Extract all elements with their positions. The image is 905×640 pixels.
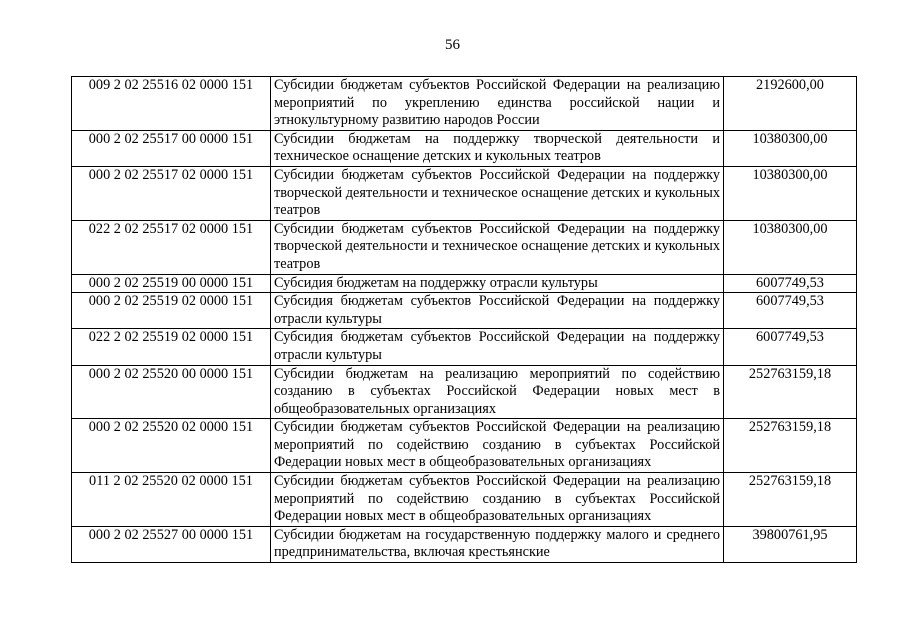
amount-cell: 6007749,53 bbox=[724, 329, 857, 365]
amount-cell: 252763159,18 bbox=[724, 365, 857, 419]
budget-code-cell: 000 2 02 25520 00 0000 151 bbox=[72, 365, 271, 419]
description-cell: Субсидия бюджетам субъектов Российской Федерации на поддержку отрасли культуры bbox=[271, 329, 724, 365]
amount-cell: 10380300,00 bbox=[724, 220, 857, 274]
table-row bbox=[72, 166, 857, 220]
budget-code-cell: 000 2 02 25519 00 0000 151 bbox=[72, 274, 271, 293]
table-row bbox=[72, 220, 857, 274]
table-row bbox=[72, 473, 857, 527]
description-cell: Субсидии бюджетам на государственную поддержку малого и среднего предпринимательства, включая крестьянские bbox=[271, 526, 724, 562]
table-row bbox=[72, 293, 857, 329]
budget-code-cell: 000 2 02 25517 00 0000 151 bbox=[72, 130, 271, 166]
budget-code-cell: 009 2 02 25516 02 0000 151 bbox=[72, 77, 271, 131]
description-cell: Субсидии бюджетам субъектов Российской Федерации на реализацию мероприятий по содействию созданию в субъектах Российской Федерации новых мест в общеобразовательных организациях bbox=[271, 419, 724, 473]
table-row bbox=[72, 419, 857, 473]
amount-cell: 252763159,18 bbox=[724, 419, 857, 473]
budget-code-cell: 022 2 02 25519 02 0000 151 bbox=[72, 329, 271, 365]
table-row bbox=[72, 130, 857, 166]
amount-cell: 252763159,18 bbox=[724, 473, 857, 527]
table-row bbox=[72, 329, 857, 365]
amount-cell: 6007749,53 bbox=[724, 293, 857, 329]
amount-cell: 6007749,53 bbox=[724, 274, 857, 293]
description-cell: Субсидии бюджетам субъектов Российской Федерации на поддержку творческой деятельности и техническое оснащение детских и кукольных театров bbox=[271, 220, 724, 274]
description-cell: Субсидия бюджетам субъектов Российской Федерации на поддержку отрасли культуры bbox=[271, 293, 724, 329]
budget-revenue-table bbox=[71, 76, 857, 563]
budget-code-cell: 022 2 02 25517 02 0000 151 bbox=[72, 220, 271, 274]
budget-code-cell: 000 2 02 25517 02 0000 151 bbox=[72, 166, 271, 220]
amount-cell: 2192600,00 bbox=[724, 77, 857, 131]
table-row bbox=[72, 526, 857, 562]
amount-cell: 10380300,00 bbox=[724, 166, 857, 220]
budget-code-cell: 011 2 02 25520 02 0000 151 bbox=[72, 473, 271, 527]
description-cell: Субсидии бюджетам субъектов Российской Федерации на реализацию мероприятий по содействию созданию в субъектах Российской Федерации новых мест в общеобразовательных организациях bbox=[271, 473, 724, 527]
description-cell: Субсидия бюджетам на поддержку отрасли культуры bbox=[271, 274, 724, 293]
budget-code-cell: 000 2 02 25519 02 0000 151 bbox=[72, 293, 271, 329]
table-row bbox=[72, 365, 857, 419]
budget-code-cell: 000 2 02 25520 02 0000 151 bbox=[72, 419, 271, 473]
description-cell: Субсидии бюджетам субъектов Российской Федерации на поддержку творческой деятельности и техническое оснащение детских и кукольных театров bbox=[271, 166, 724, 220]
budget-code-cell: 000 2 02 25527 00 0000 151 bbox=[72, 526, 271, 562]
table-row bbox=[72, 77, 857, 131]
amount-cell: 10380300,00 bbox=[724, 130, 857, 166]
page-number: 56 bbox=[445, 37, 460, 53]
description-cell: Субсидии бюджетам на поддержку творческой деятельности и техническое оснащение детских и кукольных театров bbox=[271, 130, 724, 166]
table-row bbox=[72, 274, 857, 293]
description-cell: Субсидии бюджетам на реализацию мероприятий по содействию созданию в субъектах Российской Федерации новых мест в общеобразовательных организациях bbox=[271, 365, 724, 419]
description-cell: Субсидии бюджетам субъектов Российской Федерации на реализацию мероприятий по укреплению единства российской нации и этнокультурному развитию народов России bbox=[271, 77, 724, 131]
amount-cell: 39800761,95 bbox=[724, 526, 857, 562]
